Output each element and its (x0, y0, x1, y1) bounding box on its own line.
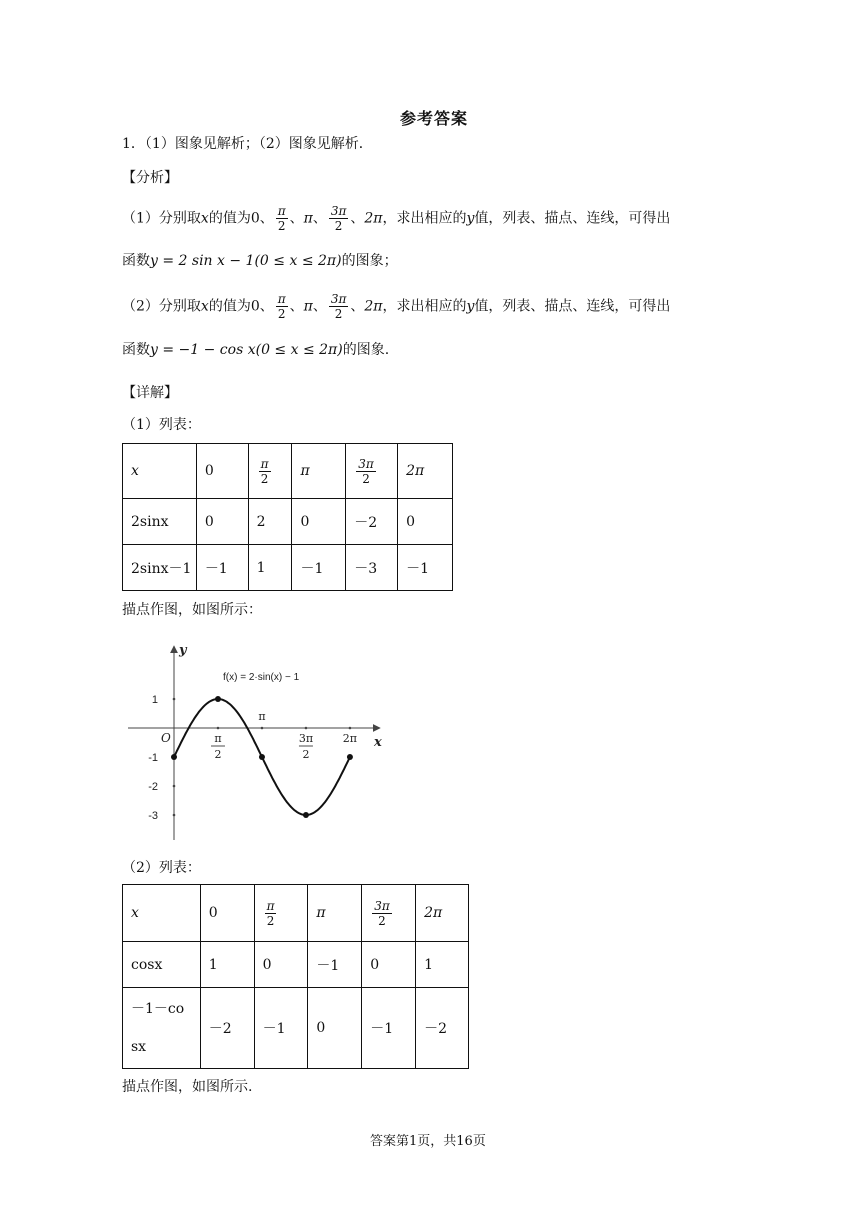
page-footer: 答案第1页，共16页 (370, 1134, 486, 1149)
fraction-pi-over-2: $\frac{\pi}{2}$ (277, 292, 286, 321)
function-formula: y = 2 sin x − 1 (150, 253, 255, 269)
data-point (171, 754, 177, 760)
table-cell: 1 (416, 942, 469, 988)
table-cell: 2sinx－1 (123, 545, 197, 591)
origin-label: O (161, 731, 171, 745)
x-tick-mark (305, 727, 308, 730)
analysis-paragraph-2: （2）分别取x的值为0、 $\frac{\pi}{2}$ 、π、 $\frac{3\pi}{2}$ 、2π，求出相应的y值，列表、描点、连线，可得出 (122, 292, 671, 321)
sine-graph (125, 640, 395, 850)
function-formula: y = −1 − cos x (150, 342, 256, 358)
table-cell: －3 (346, 545, 398, 591)
detail-heading: 【详解】 (122, 385, 178, 401)
x-tick-label: 2π (342, 732, 358, 745)
analysis-paragraph-2-line2: 函数y = −1 − cos x(0 ≤ x ≤ 2π)的图象. (122, 342, 390, 358)
data-point (303, 812, 309, 818)
table-cell: 0 (398, 499, 453, 545)
table-cell: 0 (196, 499, 248, 545)
x-tick-label: 2 (302, 748, 310, 761)
table-cell: －2 (416, 988, 469, 1069)
table-cell: －1－cosx (123, 988, 201, 1069)
table-cell: 0 (196, 444, 248, 499)
table-row (123, 885, 469, 942)
y-tick-label: 1 (151, 694, 158, 706)
table-cell (362, 885, 416, 942)
table-cell: 0 (292, 499, 346, 545)
fraction-cell: $\frac{\pi}{2}$ (266, 898, 275, 928)
table-row (123, 942, 469, 988)
x-tick-mark (261, 727, 264, 730)
x-tick-label: 2 (214, 748, 222, 761)
function-label: f(x) = 2·sin(x) − 1 (223, 672, 300, 683)
plot-caption-1: 描点作图，如图所示： (122, 602, 262, 618)
x-tick-mark (217, 727, 220, 730)
table-cell: －1 (362, 988, 416, 1069)
answer-summary: 1．（1）图象见解析；（2）图象见解析． (122, 136, 373, 152)
table-cell: 2 (248, 499, 292, 545)
value-table-2 (122, 884, 469, 1069)
value-table-1 (122, 443, 453, 591)
y-tick-mark (173, 698, 176, 701)
part1-label: （1）列表： (122, 417, 201, 433)
x-tick-label: π (258, 710, 266, 723)
table-cell: 0 (254, 942, 308, 988)
table-cell: 1 (200, 942, 254, 988)
table-row (123, 545, 453, 591)
table-cell: 0 (362, 942, 416, 988)
y-axis-label: y (179, 643, 187, 658)
analysis-paragraph-1: （1）分别取x的值为0、 $\frac{\pi}{2}$ 、π、 $\frac{3\pi}{2}$ 、2π，求出相应的y值，列表、描点、连线，可得出 (122, 204, 671, 233)
table-cell: －1 (254, 988, 308, 1069)
table-cell: 0 (200, 885, 254, 942)
data-point (347, 754, 353, 760)
x-tick-label: 3π (298, 732, 314, 745)
table-row (123, 444, 453, 499)
table-cell: 2π (398, 444, 453, 499)
table-cell: cosx (123, 942, 201, 988)
fraction-cell: $\frac{3\pi}{2}$ (358, 456, 374, 486)
table-cell: －1 (292, 545, 346, 591)
table-cell: －1 (308, 942, 362, 988)
table-cell: 2π (416, 885, 469, 942)
fraction-cell: $\frac{\pi}{2}$ (260, 456, 269, 486)
fraction-cell: $\frac{3\pi}{2}$ (374, 898, 390, 928)
table-cell (248, 444, 292, 499)
table-row (123, 499, 453, 545)
table-cell (346, 444, 398, 499)
table-cell: x (123, 885, 201, 942)
analysis-paragraph-1-line2: 函数y = 2 sin x − 1(0 ≤ x ≤ 2π)的图象； (122, 253, 398, 269)
fraction-3pi-over-2: $\frac{3\pi}{2}$ (330, 204, 347, 233)
fraction-3pi-over-2: $\frac{3\pi}{2}$ (330, 292, 347, 321)
table-cell: π (308, 885, 362, 942)
data-point (259, 754, 265, 760)
analysis-heading: 【分析】 (122, 170, 178, 186)
table-cell: 0 (308, 988, 362, 1069)
table-cell: －1 (398, 545, 453, 591)
y-tick-mark (173, 814, 176, 817)
fraction-pi-over-2: $\frac{\pi}{2}$ (277, 204, 286, 233)
x-tick-mark (349, 727, 352, 730)
y-tick-label: -2 (148, 781, 158, 793)
y-tick-mark (173, 785, 176, 788)
table-cell: －1 (196, 545, 248, 591)
part2-label: （2）列表： (122, 860, 201, 876)
table-cell: 2sinx (123, 499, 197, 545)
page-title: 参考答案 (400, 109, 469, 128)
data-point (215, 696, 221, 702)
table-cell: －2 (346, 499, 398, 545)
x-ticks (211, 710, 357, 761)
y-tick-label: -1 (148, 752, 158, 764)
table-cell: 1 (248, 545, 292, 591)
table-cell: －2 (200, 988, 254, 1069)
x-axis-label: x (374, 735, 382, 750)
table-cell: x (123, 444, 197, 499)
table-cell: π (292, 444, 346, 499)
plot-caption-2: 描点作图，如图所示. (122, 1079, 253, 1095)
table-cell (254, 885, 308, 942)
x-tick-label: π (214, 732, 222, 745)
table-row (123, 988, 469, 1069)
y-tick-label: -3 (148, 810, 158, 822)
